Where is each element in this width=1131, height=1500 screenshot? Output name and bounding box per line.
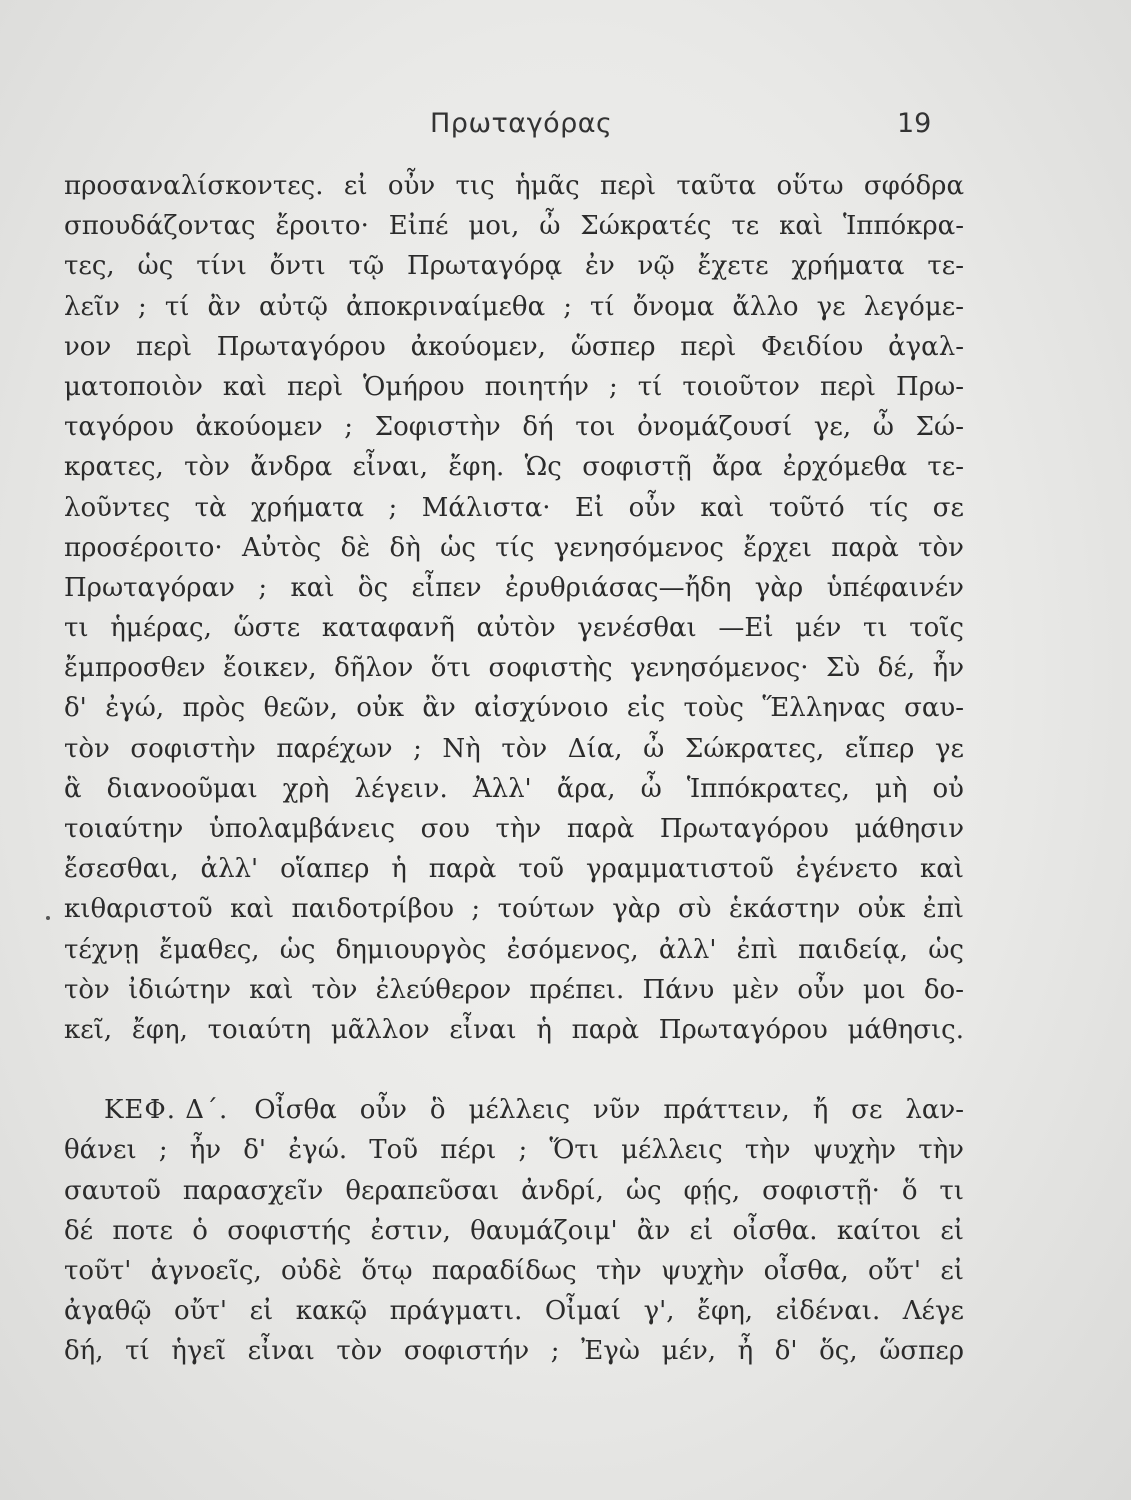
text-line: ματοποιὸν καὶ περὶ Ὁμήρου ποιητήν ; τί τοιοῦτον περὶ Πρω- [64,371,964,402]
text-line: ἃ διανοοῦμαι χρὴ λέγειν. Ἀλλ' ἄρα, ὦ Ἱππόκρατες, μὴ οὐ [64,773,964,804]
chapter-heading: ΚΕΦ. Δ΄. [104,1095,229,1126]
text-line: θάνει ; ἦν δ' ἐγώ. Τοῦ πέρι ; Ὅτι μέλλεις τὴν ψυχὴν τὴν [64,1135,964,1166]
text-line: κρατες, τὸν ἄνδρα εἶναι, ἔφη. Ὡς σοφιστῇ ἄρα ἐρχόμεθα τε- [64,452,964,483]
paragraph-gap [64,1050,964,1090]
chapter-section [64,1090,964,1371]
text-line: κεῖ, ἔφη, τοιαύτη μᾶλλον εἶναι ἡ παρὰ Πρωταγόρου μάθησις. [64,1014,964,1045]
text-line: σαυτοῦ παρασχεῖν θεραπεῦσαι ἀνδρί, ὡς φῄς, σοφιστῇ· ὅ τι [64,1175,964,1206]
text-line: νον περὶ Πρωταγόρου ἀκούομεν, ὥσπερ περὶ Φειδίου ἀγαλ- [64,331,964,362]
text-line: ταγόρου ἀκούομεν ; Σοφιστὴν δή τοι ὀνομάζουσί γε, ὦ Σώ- [64,412,964,443]
chapter-first-line [64,1090,964,1130]
text-line: κιθαριστοῦ καὶ παιδοτρίβου ; τούτων γὰρ σὺ ἑκάστην οὐκ ἐπὶ [64,894,964,925]
text-line: λεῖν ; τί ἂν αὐτῷ ἀποκριναίμεθα ; τί ὄνομα ἄλλο γε λεγόμε- [64,291,964,322]
text-line: προσαναλίσκοντες. εἰ οὖν τις ἡμᾶς περὶ ταῦτα οὕτω σφόδρα [64,171,964,201]
text-line: τοιαύτην ὑπολαμβάνεις σου τὴν παρὰ Πρωταγόρου μάθησιν [64,814,964,844]
text-line: Πρωταγόραν ; καὶ ὃς εἶπεν ἐρυθριάσας—ἤδη γὰρ ὑπέφαινέν [64,572,964,603]
margin-speck [46,916,50,920]
text-line: σπουδάζοντας ἔροιτο· Εἰπέ μοι, ὦ Σώκρατές τε καὶ Ἱππόκρα- [64,211,964,242]
text-line: δή, τί ἡγεῖ εἶναι τὸν σοφιστήν ; Ἐγὼ μέν, ἦ δ' ὅς, ὥσπερ [64,1336,964,1367]
paragraph-1 [64,166,964,1050]
text-line: προσέροιτο· Αὐτὸς δὲ δὴ ὡς τίς γενησόμενος ἔρχει παρὰ τὸν [64,532,964,563]
text-line: τὸν ἰδιώτην καὶ τὸν ἐλεύθερον πρέπει. Πάνυ μὲν οὖν μοι δο- [64,974,964,1005]
text-line: δέ ποτε ὁ σοφιστής ἐστιν, θαυμάζοιμ' ἂν εἰ οἶσθα. καίτοι εἰ [64,1215,964,1246]
text-line: τὸν σοφιστὴν παρέχων ; Νὴ τὸν Δία, ὦ Σώκρατες, εἴπερ γε [64,733,964,764]
text-line: ἔμπροσθεν ἔοικεν, δῆλον ὅτι σοφιστὴς γενησόμενος· Σὺ δέ, ἦν [64,653,964,684]
text-line: δ' ἐγώ, πρὸς θεῶν, οὐκ ἂν αἰσχύνοιο εἰς τοὺς Ἕλληνας σαυ- [64,693,964,724]
text-line: τοῦτ' ἀγνοεῖς, οὐδὲ ὅτῳ παραδίδως τὴν ψυχὴν οἶσθα, οὔτ' εἰ [64,1255,964,1286]
text-line: Οἶσθα οὖν ὃ μέλλεις νῦν πράττειν, ἤ σε λαν- [254,1095,964,1126]
text-line: ἔσεσθαι, ἀλλ' οἵαπερ ἡ παρὰ τοῦ γραμματιστοῦ ἐγένετο καὶ [64,854,964,885]
text-line: τες, ὡς τίνι ὄντι τῷ Πρωταγόρᾳ ἐν νῷ ἔχετε χρήματα τε- [64,251,964,282]
text-line: τι ἡμέρας, ὥστε καταφανῆ αὐτὸν γενέσθαι —Εἰ μέν τι τοῖς [64,613,964,644]
body-text [64,166,964,1371]
text-line: λοῦντες τὰ χρήματα ; Μάλιστα· Εἰ οὖν καὶ τοῦτό τίς σε [64,492,964,523]
text-line: τέχνῃ ἔμαθες, ὡς δημιουργὸς ἐσόμενος, ἀλλ' ἐπὶ παιδείᾳ, ὡς [64,934,964,965]
running-header: Πρωταγόρας [430,108,613,139]
page-number: 19 [897,108,932,139]
text-line: ἀγαθῷ οὔτ' εἰ κακῷ πράγματι. Οἶμαί γ', ἔφη, εἰδέναι. Λέγε [64,1296,964,1327]
